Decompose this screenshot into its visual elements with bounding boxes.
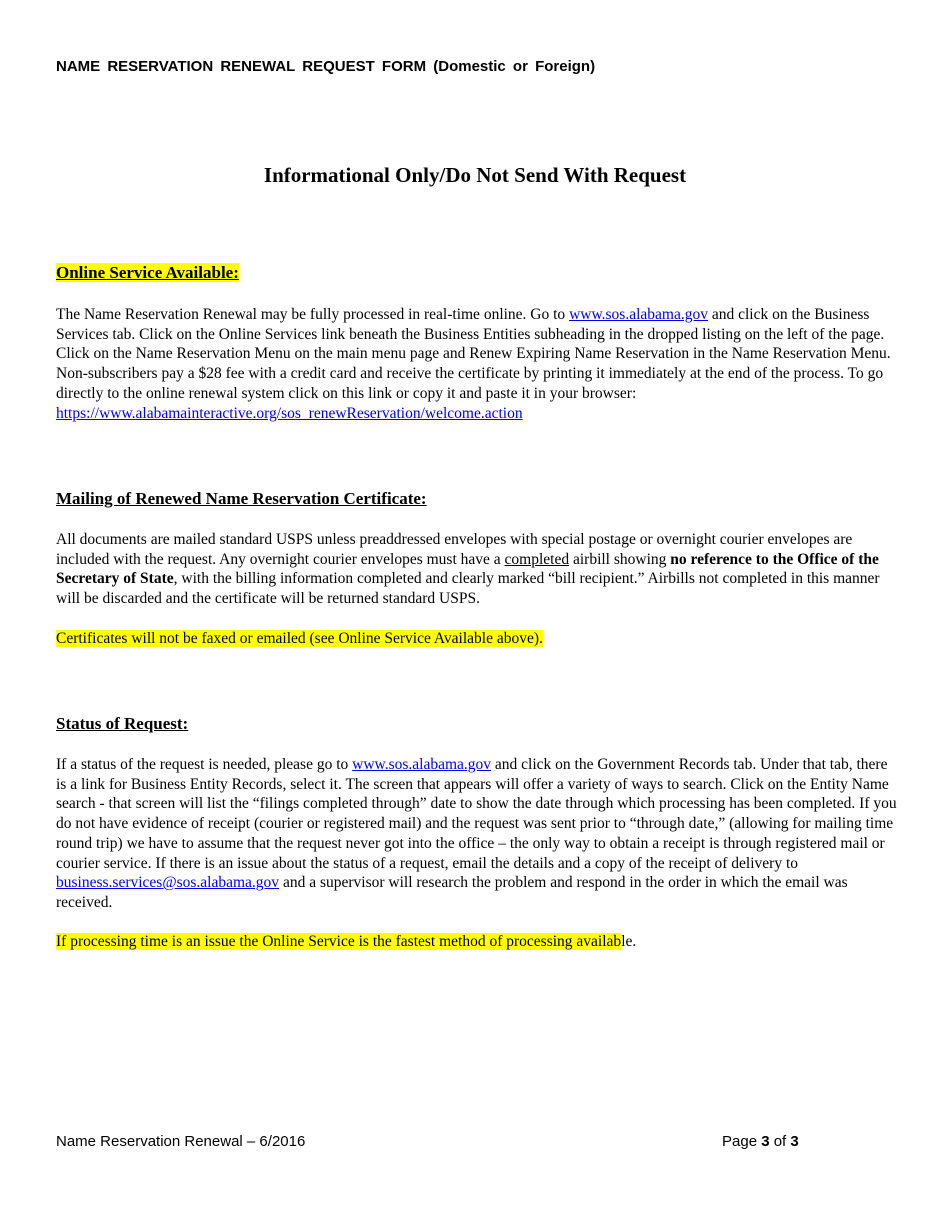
online-service-heading-text: Online Service Available: <box>56 263 239 282</box>
status-note <box>56 932 901 952</box>
online-service-paragraph <box>56 305 901 423</box>
status-note-highlighted: If processing time is an issue the Online Service is the fastest method of processing availab <box>56 933 622 950</box>
online-text-1: The Name Reservation Renewal may be fully processed in real-time online. Go to <box>56 306 570 323</box>
renewal-system-link[interactable]: https://www.alabamainteractive.org/sos_renewReservation/welcome.action <box>56 404 523 422</box>
status-text-3: and a supervisor will research the problem and respond in the order in which the email was received. <box>56 874 848 911</box>
footer-page-number <box>722 1133 799 1150</box>
mailing-note <box>56 629 901 649</box>
sos-website-link-2[interactable]: www.sos.alabama.gov <box>352 756 492 773</box>
footer-page-prefix: Page <box>722 1133 762 1150</box>
status-note-rest: le. <box>621 933 637 950</box>
status-text-1: If a status of the request is needed, please go to <box>56 756 353 773</box>
business-services-email-link[interactable]: business.services@sos.alabama.gov <box>56 874 280 892</box>
mailing-heading: Mailing of Renewed Name Reservation Certificate: <box>56 489 427 508</box>
mailing-bold-text: no reference to the Office of the Secretary of State <box>56 550 879 588</box>
status-paragraph <box>56 755 901 913</box>
status-text-2: and click on the Government Records tab. Under that tab, there is a link for Business Entity Records, select it. The screen that appears will offer a variety of ways to search. Click on the Entity Name search - that screen will list the “filings completed through” date to show the date through which processing has been completed. If you do not have evidence of receipt (courier or registered mail) and the request was sent prior to “through date,” (allowing for mailing time round trip) we have to assume that the request never got into the office – the only way to obtain a receipt is through registered mail or courier service. If there is an issue about the status of a request, email the details and a copy of the receipt of delivery to <box>56 756 897 872</box>
online-text-2: and click on the Business Services tab. Click on the Online Services link beneath the Business Entities subheading in the dropped listing on the left of the page. Click on the Name Reservation Menu on the main menu page and Renew Expiring Name Reservation in the Name Reservation Menu. Non-subscribers pay a $28 fee with a credit card and receive the certificate by printing it immediately at the end of the process. To go directly to the online renewal system click on this link or copy it and paste it in your browser: <box>56 306 891 402</box>
mailing-completed-word: completed <box>504 550 570 568</box>
online-service-heading <box>56 263 239 283</box>
footer-page-total: 3 <box>790 1133 799 1150</box>
mailing-text-1: All documents are mailed standard USPS unless preaddressed envelopes with special postage or overnight courier envelopes are included with the request. Any overnight courier envelopes must have a <box>56 531 853 568</box>
mailing-text-3: , with the billing information completed and clearly marked “bill recipient.” Airbills not completed in this manner will be discarded and the certificate will be returned standard USPS. <box>56 570 880 608</box>
footer-page-mid: of <box>769 1133 791 1150</box>
mailing-text-2: airbill showing <box>569 550 671 568</box>
footer-page-current: 3 <box>761 1133 770 1150</box>
form-header-title: NAME RESERVATION RENEWAL REQUEST FORM (Domestic or Foreign) <box>56 58 596 75</box>
footer-document-label: Name Reservation Renewal – 6/2016 <box>56 1133 306 1150</box>
page-title: Informational Only/Do Not Send With Request <box>263 163 687 187</box>
status-heading: Status of Request: <box>56 714 189 733</box>
sos-website-link[interactable]: www.sos.alabama.gov <box>569 306 708 323</box>
mailing-paragraph <box>56 530 901 609</box>
mailing-note-text: Certificates will not be faxed or emailed (see Online Service Available above). <box>56 630 543 647</box>
